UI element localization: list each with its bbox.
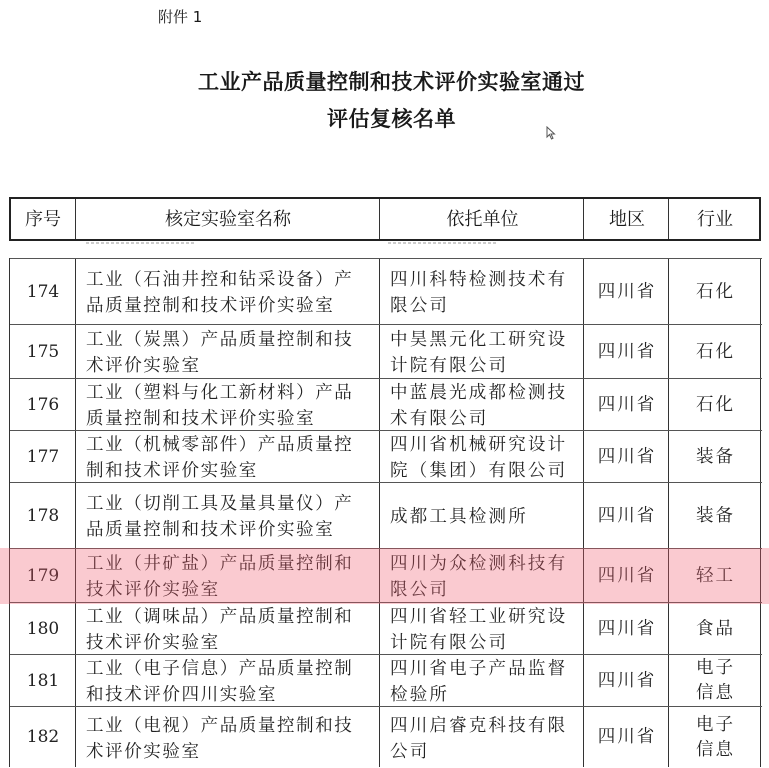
row-host-unit-line: 四川省电子产品监督 xyxy=(390,659,568,679)
row-lab-name-line: 工业（塑料与化工新材料）产品 xyxy=(86,383,354,403)
row-host-unit-line: 限公司 xyxy=(390,580,450,600)
table-row xyxy=(10,430,762,482)
row-host-unit-line: 中昊黑元化工研究设 xyxy=(390,330,568,350)
row-region: 四川省 xyxy=(597,395,657,415)
row-industry: 装备 xyxy=(696,447,735,467)
row-region: 四川省 xyxy=(597,671,657,691)
row-lab-name-line: 品质量控制和技术评价实验室 xyxy=(86,296,335,316)
row-host-unit-line: 四川省机械研究设计 xyxy=(390,435,568,455)
row-region: 四川省 xyxy=(597,447,657,467)
row-host-unit-line: 检验所 xyxy=(390,685,450,705)
header-serial-number: 序号 xyxy=(25,209,61,230)
row-host-unit-line: 四川为众检测科技有 xyxy=(390,554,568,574)
table-row xyxy=(10,482,762,548)
row-host-unit-line: 中蓝晨光成都检测技 xyxy=(390,383,568,403)
row-lab-name-line: 和技术评价四川实验室 xyxy=(86,685,277,705)
row-industry: 装备 xyxy=(696,506,735,526)
table-header xyxy=(9,197,761,241)
header-industry: 行业 xyxy=(697,209,733,230)
row-lab-name-line: 工业（石油井控和钻采设备）产 xyxy=(86,270,354,290)
row-host-unit-line: 院（集团）有限公司 xyxy=(390,461,568,481)
row-industry: 轻工 xyxy=(696,566,735,586)
row-serial-number: 180 xyxy=(26,619,60,639)
attachment-label: 附件 1 xyxy=(158,8,203,26)
row-serial-number: 176 xyxy=(26,395,60,415)
mouse-pointer-icon xyxy=(546,126,556,140)
row-serial-number: 175 xyxy=(26,342,60,362)
row-lab-name-line: 工业（切削工具及量具量仪）产 xyxy=(86,494,354,514)
row-region: 四川省 xyxy=(597,282,657,302)
row-host-unit-line: 术有限公司 xyxy=(390,409,489,429)
row-industry-line: 信息 xyxy=(696,683,735,703)
row-region: 四川省 xyxy=(597,619,657,639)
row-lab-name-line: 工业（调味品）产品质量控制和 xyxy=(86,607,354,627)
row-industry-line: 电子 xyxy=(696,715,735,735)
document-title-line-2: 评估复核名单 xyxy=(327,107,456,131)
row-host-unit-line: 计院有限公司 xyxy=(390,356,509,376)
row-industry: 石化 xyxy=(696,395,735,415)
row-serial-number: 174 xyxy=(26,282,60,302)
row-region: 四川省 xyxy=(597,727,657,747)
cropped-previous-row xyxy=(76,241,576,249)
document-title-line-1: 工业产品质量控制和技术评价实验室通过 xyxy=(198,70,585,94)
row-industry: 石化 xyxy=(696,282,735,302)
header-region: 地区 xyxy=(609,209,645,230)
row-lab-name-line: 工业（电视）产品质量控制和技 xyxy=(86,716,354,736)
header-host-unit: 依托单位 xyxy=(446,209,519,230)
row-lab-name-line: 术评价实验室 xyxy=(86,356,201,376)
row-industry-line: 信息 xyxy=(696,740,735,760)
table-row xyxy=(10,548,762,602)
table-row xyxy=(10,324,762,378)
table-body xyxy=(9,258,761,767)
row-industry: 食品 xyxy=(696,619,735,639)
row-lab-name-line: 工业（机械零部件）产品质量控 xyxy=(86,435,354,455)
table-row xyxy=(10,706,762,767)
row-lab-name-line: 工业（井矿盐）产品质量控制和 xyxy=(86,554,354,574)
row-host-unit-line: 成都工具检测所 xyxy=(390,507,528,527)
row-serial-number: 179 xyxy=(26,566,60,586)
row-industry: 石化 xyxy=(696,342,735,362)
row-host-unit-line: 计院有限公司 xyxy=(390,633,509,653)
row-region: 四川省 xyxy=(597,566,657,586)
row-serial-number: 178 xyxy=(26,506,60,526)
header-lab-name: 核定实验室名称 xyxy=(165,209,291,230)
table-row xyxy=(10,378,762,430)
row-region: 四川省 xyxy=(597,506,657,526)
row-lab-name-line: 工业（电子信息）产品质量控制 xyxy=(86,659,354,679)
row-host-unit-line: 限公司 xyxy=(390,296,450,316)
row-lab-name-line: 工业（炭黑）产品质量控制和技 xyxy=(86,330,354,350)
row-lab-name-line: 质量控制和技术评价实验室 xyxy=(86,409,316,429)
table-row xyxy=(10,258,762,324)
row-serial-number: 177 xyxy=(26,447,60,467)
row-lab-name-line: 术评价实验室 xyxy=(86,742,201,762)
row-lab-name-line: 制和技术评价实验室 xyxy=(86,461,258,481)
table-row xyxy=(10,654,762,706)
row-serial-number: 181 xyxy=(26,671,60,691)
row-host-unit-line: 四川启睿克科技有限 xyxy=(390,716,568,736)
row-lab-name-line: 技术评价实验室 xyxy=(86,580,220,600)
table-row xyxy=(10,602,762,654)
row-host-unit-line: 四川科特检测技术有 xyxy=(390,270,568,290)
row-serial-number: 182 xyxy=(26,727,60,747)
row-region: 四川省 xyxy=(597,342,657,362)
row-lab-name-line: 品质量控制和技术评价实验室 xyxy=(86,520,335,540)
row-lab-name-line: 技术评价实验室 xyxy=(86,633,220,653)
row-industry-line: 电子 xyxy=(696,658,735,678)
row-host-unit-line: 四川省轻工业研究设 xyxy=(390,607,568,627)
row-host-unit-line: 公司 xyxy=(390,742,430,762)
